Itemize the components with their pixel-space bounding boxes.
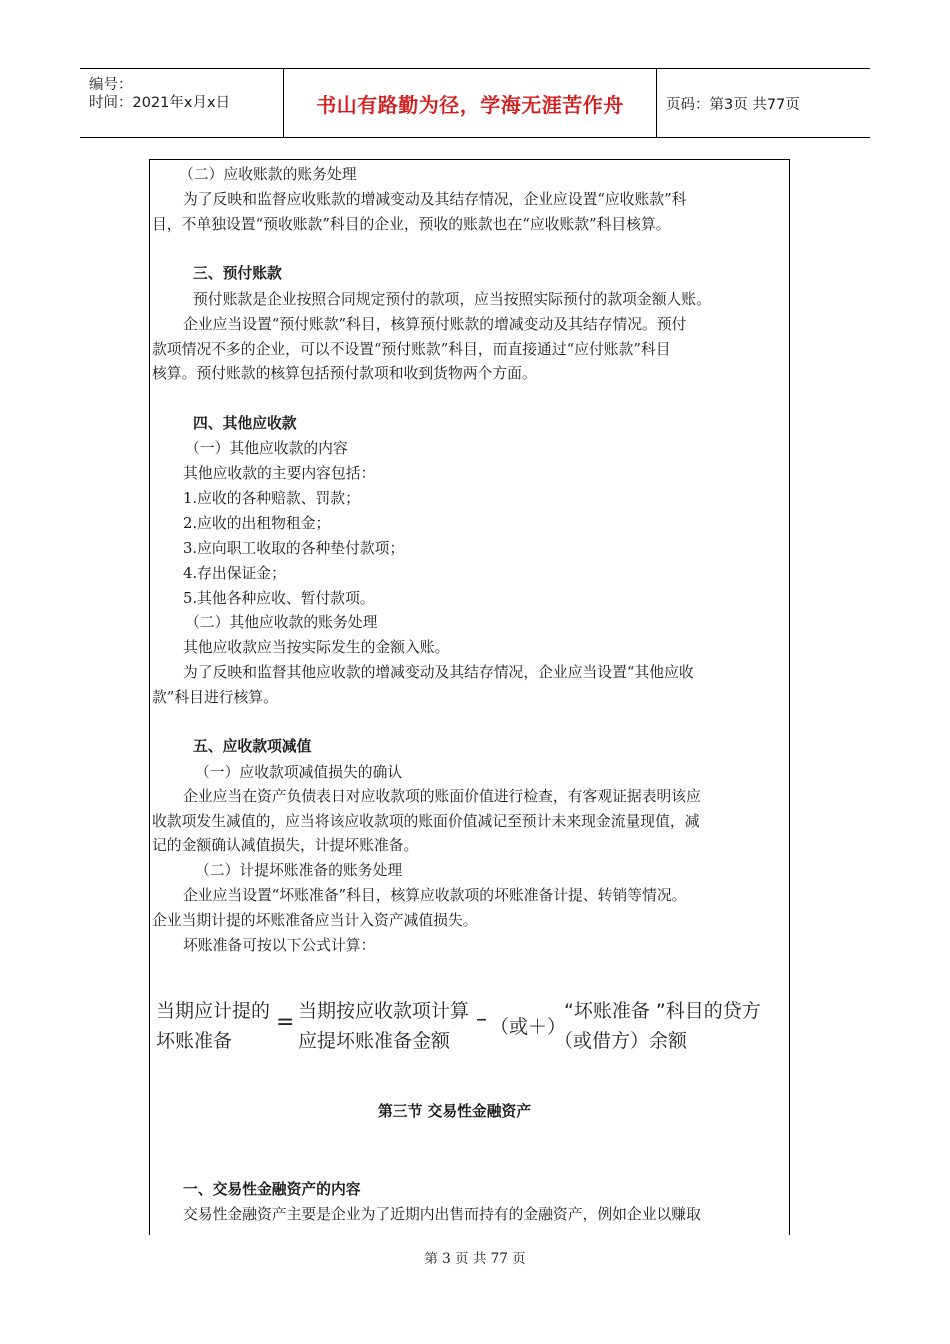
subheading: （一）应收款项减值损失的确认	[195, 764, 403, 781]
paragraph-line: 企业应当设置“预付账款”科目，核算预付账款的增减变动及其结存情况。预付	[183, 316, 687, 333]
paragraph-line: 为了反映和监督应收账款的增减变动及其结存情况，企业应设置“应收账款”科	[183, 191, 687, 208]
paragraph-line: 预付账款是企业按照合同规定预付的款项，应当按照实际预付的款项金额人账。	[193, 291, 711, 308]
list-item: 2.应收的出租物租金；	[183, 515, 331, 532]
section-heading: 三、预付账款	[193, 265, 282, 282]
paragraph-line: 坏账准备可按以下公式计算：	[183, 937, 376, 954]
subheading: （二）其他应收款的账务处理	[185, 614, 378, 631]
paragraph-line: 收款项发生减值的，应当将该应收款项的账面价值减记至预计未来现金流量现值，减	[152, 813, 700, 830]
formula-minus: –	[476, 1007, 487, 1032]
list-item: 4.存出保证金；	[183, 565, 286, 582]
time-label: 时间：2021年x月x日	[89, 95, 231, 111]
formula-term1-line1: 当期按应收款项计算	[298, 1000, 470, 1022]
paragraph-line: 目，不单独设置“预收账款”科目的企业，预收的账款也在“应收账款”科目核算。	[152, 216, 671, 233]
motto: 书山有路勤为径，学海无涯苦作舟	[316, 92, 624, 117]
formula-lhs-line1: 当期应计提的	[156, 1000, 271, 1022]
formula-term2-line2: （或借方）余额	[554, 1030, 688, 1052]
document-header	[80, 68, 870, 138]
section-heading: 四、其他应收款	[193, 415, 297, 432]
list-item: 1.应收的各种赔款、罚款；	[183, 490, 360, 507]
paragraph-line: 其他应收款应当按实际发生的金额入账。	[183, 639, 450, 656]
formula-lhs-line2: 坏账准备	[156, 1030, 233, 1052]
section-heading: 五、应收款项减值	[193, 738, 312, 755]
header-motto-cell	[283, 69, 657, 137]
paragraph-line: 其他应收款的主要内容包括：	[183, 465, 376, 482]
paragraph-line: 企业应当在资产负债表日对应收款项的账面价值进行检查，有客观证据表明该应	[183, 788, 701, 805]
subheading: （二）应收账款的账务处理	[179, 166, 357, 183]
formula-or-plus: （或＋）	[490, 1016, 567, 1038]
paragraph-line: 为了反映和监督其他应收款的增减变动及其结存情况，企业应当设置“其他应收	[183, 664, 694, 681]
list-item: 3.应向职工收取的各种垫付款项；	[183, 540, 405, 557]
content-frame	[149, 159, 790, 1235]
code-label: 编号：	[89, 77, 133, 93]
list-item: 5.其他各种应收、暂付款项。	[183, 590, 375, 607]
subheading: （二）计提坏账准备的账务处理	[195, 862, 403, 879]
paragraph-line: 款”科目进行核算。	[152, 689, 278, 706]
formula-equals: =	[276, 1010, 295, 1035]
formula-term1-line2: 应提坏账准备金额	[298, 1030, 451, 1052]
paragraph-line: 记的金额确认减值损失，计提坏账准备。	[152, 837, 419, 854]
section-heading: 一、交易性金融资产的内容	[183, 1181, 361, 1198]
paragraph-line: 企业当期计提的坏账准备应当计入资产减值损失。	[152, 912, 478, 929]
page-info: 页码：第3页 共77页	[666, 96, 800, 113]
subheading: （一）其他应收款的内容	[185, 440, 348, 457]
header-page-cell	[656, 69, 870, 137]
page-footer: 第 3 页 共 77 页	[424, 1251, 526, 1267]
paragraph-line: 核算。预付账款的核算包括预付款项和收到货物两个方面。	[152, 365, 537, 382]
paragraph-line: 企业应当设置“坏账准备”科目，核算应收款项的坏账准备计提、转销等情况。	[183, 887, 687, 904]
formula-term2-line1: “坏账准备 ”科目的贷方	[564, 1000, 761, 1022]
header-meta-cell	[80, 69, 283, 137]
paragraph-line: 款项情况不多的企业，可以不设置“预付账款”科目，而直接通过“应付账款”科目	[152, 341, 671, 358]
chapter-section-title: 第三节 交易性金融资产	[378, 1103, 532, 1120]
paragraph-line: 交易性金融资产主要是企业为了近期内出售而持有的金融资产，例如企业以赚取	[183, 1206, 701, 1223]
